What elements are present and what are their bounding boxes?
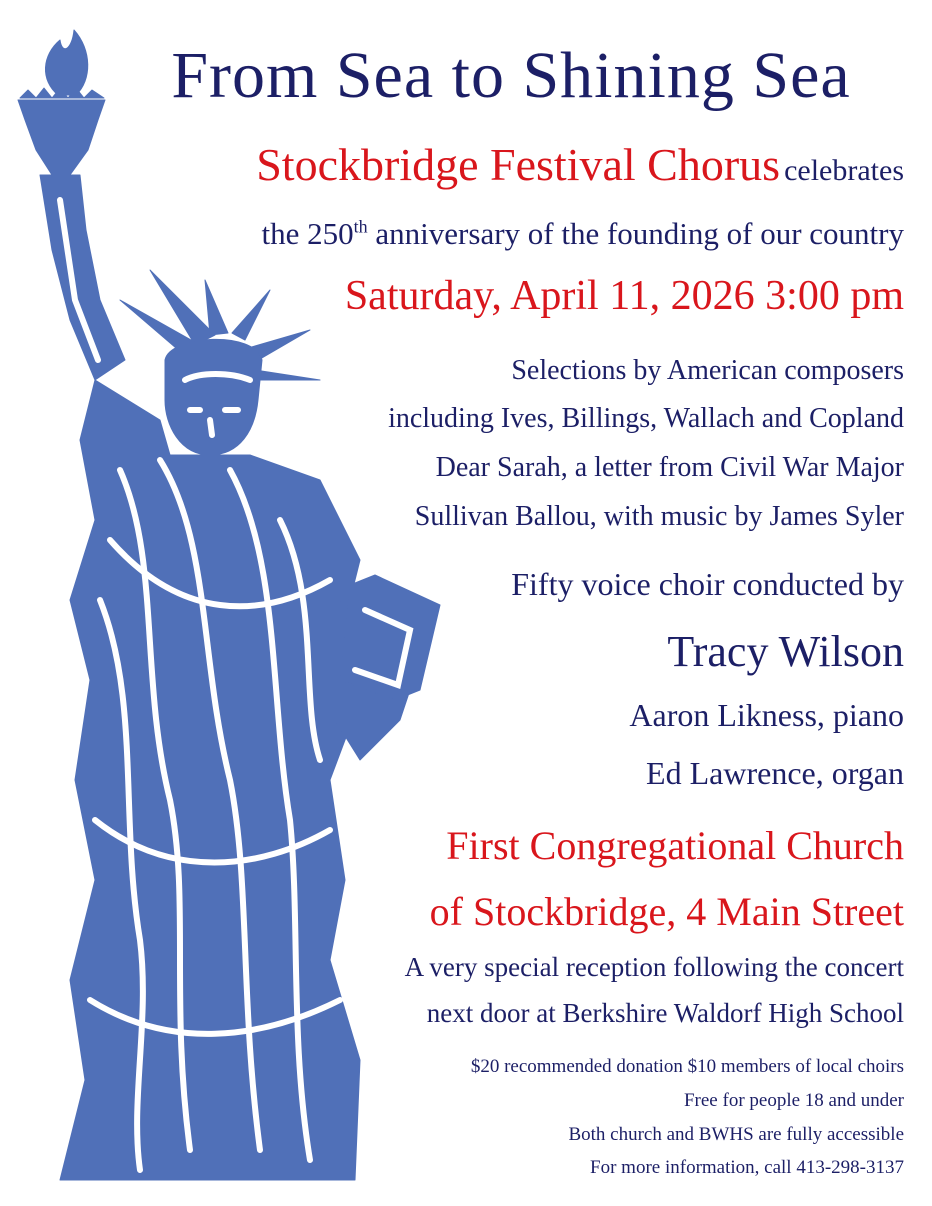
fine-print-line: Free for people 18 and under [683,1090,904,1111]
conductor-name: Tracy Wilson [667,627,904,676]
program-line: Dear Sarah, a letter from Civil War Major [435,452,904,483]
anniversary-sup: th [353,216,368,237]
anniversary-pre: the 250 [261,216,354,251]
chorus-line [256,138,904,191]
poster-title: From Sea to Shining Sea [171,39,851,112]
fine-print-line: Both church and BWHS are fully accessible [568,1124,904,1145]
venue-line: First Congregational Church [446,823,904,868]
anniversary-line [262,216,904,252]
reception-line: next door at Berkshire Waldorf High School [426,998,904,1028]
program-line: Selections by American composers [511,355,904,386]
chorus-verb: celebrates [784,154,904,187]
reception-line: A very special reception following the concert [404,952,904,982]
musician-line: Ed Lawrence, organ [646,755,904,791]
fine-print-line: For more information, call 413-298-3137 [590,1157,904,1178]
event-datetime: Saturday, April 11, 2026 3:00 pm [344,273,904,319]
venue-line: of Stockbridge, 4 Main Street [429,889,904,934]
fine-print-line: $20 recommended donation $10 members of local choirs [470,1056,904,1077]
anniversary-post: anniversary of the founding of our country [367,216,904,251]
chorus-name: Stockbridge Festival Chorus [256,139,781,190]
program-line: Sullivan Ballou, with music by James Syler [414,501,904,532]
musician-line: Aaron Likness, piano [629,697,904,733]
conducted-by: Fifty voice choir conducted by [511,566,904,602]
program-line: including Ives, Billings, Wallach and Copland [388,403,904,434]
